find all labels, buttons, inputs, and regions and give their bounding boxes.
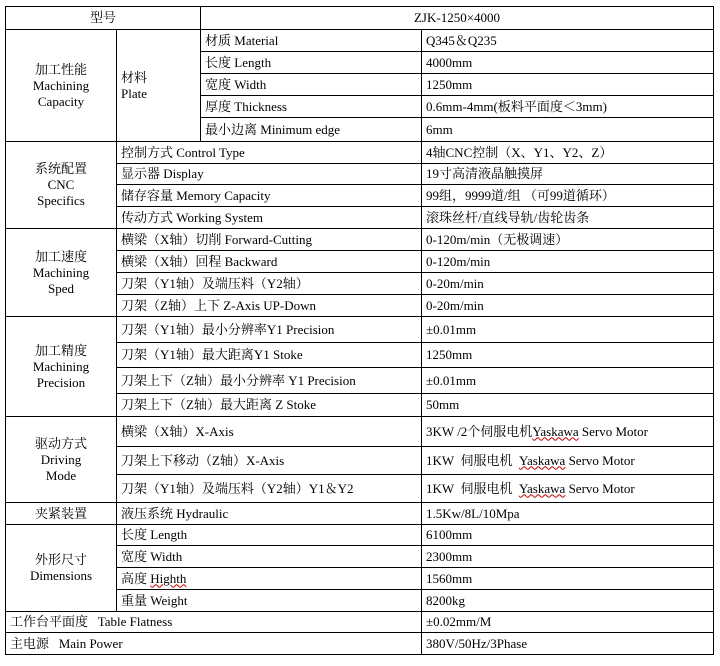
spec-row: [6, 229, 714, 251]
category-clamping: 夹紧装置: [6, 503, 117, 525]
main-power-label: 主电源 Main Power: [6, 633, 422, 655]
spec-label: 显示器 Display: [117, 164, 422, 185]
spec-label: 刀架上下（Z轴）最大距离 Z Stoke: [117, 394, 422, 417]
spec-value: 6100mm: [422, 525, 714, 546]
spec-value: 99组，9999道/组 （可99道循环）: [422, 185, 714, 207]
spec-label: 刀架上下移动（Z轴）X-Axis: [117, 447, 422, 475]
spec-label: 厚度 Thickness: [201, 96, 422, 118]
spec-value: 0-20m/min: [422, 295, 714, 317]
spec-value: 3KW /2个伺服电机Yaskawa Servo Motor: [422, 417, 714, 447]
spec-label: 刀架（Y1轴）及端压料（Y2轴）: [117, 273, 422, 295]
spec-value: 1560mm: [422, 568, 714, 590]
category-machining-precision: 加工精度 Machining Precision: [6, 317, 117, 417]
spec-value: 0-120m/min: [422, 251, 714, 273]
spec-label: 横梁（X轴）回程 Backward: [117, 251, 422, 273]
spec-value: 0.6mm-4mm(板料平面度＜3mm): [422, 96, 714, 118]
spec-value: ±0.01mm: [422, 317, 714, 343]
spec-row: [6, 142, 714, 164]
spec-value: 1KW 伺服电机 Yaskawa Servo Motor: [422, 447, 714, 475]
category-machining-speed: 加工速度 Machining Sped: [6, 229, 117, 317]
spec-label: 长度 Length: [201, 52, 422, 74]
table-flatness-label: 工作台平面度 Table Flatness: [6, 612, 422, 633]
spec-value: 0-120m/min（无极调速）: [422, 229, 714, 251]
spec-label: 宽度 Width: [117, 546, 422, 568]
spec-label: 高度 Highth: [117, 568, 422, 590]
spec-label: 液压系统 Hydraulic: [117, 503, 422, 525]
category-driving-mode: 驱动方式 Driving Mode: [6, 417, 117, 503]
spec-label: 刀架（Y1轴）最小分辨率Y1 Precision: [117, 317, 422, 343]
spec-value: 0-20m/min: [422, 273, 714, 295]
spec-row: [6, 525, 714, 546]
spec-label: 刀架上下（Z轴）最小分辨率 Y1 Precision: [117, 368, 422, 394]
spec-row: [6, 633, 714, 655]
spec-label: 刀架（Y1轴）最大距离Y1 Stoke: [117, 343, 422, 368]
spec-value: 滚珠丝杆/直线导轨/齿轮齿条: [422, 207, 714, 229]
spec-label: 储存容量 Memory Capacity: [117, 185, 422, 207]
table-flatness-value: ±0.02mm/M: [422, 612, 714, 633]
spec-label: 控制方式 Control Type: [117, 142, 422, 164]
spec-value: 8200kg: [422, 590, 714, 612]
spec-value: 50mm: [422, 394, 714, 417]
model-value: ZJK-1250×4000: [201, 7, 714, 30]
spec-label: 重量 Weight: [117, 590, 422, 612]
spec-label: 宽度 Width: [201, 74, 422, 96]
spec-sheet: [5, 6, 714, 655]
spec-value: 4000mm: [422, 52, 714, 74]
spec-label: 刀架（Z轴）上下 Z-Axis UP-Down: [117, 295, 422, 317]
spec-value: 1.5Kw/8L/10Mpa: [422, 503, 714, 525]
subcategory-plate: 材料 Plate: [117, 30, 201, 142]
spec-row: [6, 612, 714, 633]
spec-value: 1250mm: [422, 74, 714, 96]
spec-label: 材质 Material: [201, 30, 422, 52]
spec-value: 4轴CNC控制（X、Y1、Y2、Z）: [422, 142, 714, 164]
spec-row: [6, 317, 714, 343]
spec-value: ±0.01mm: [422, 368, 714, 394]
spec-table: [5, 6, 714, 655]
spec-label: 长度 Length: [117, 525, 422, 546]
spec-value: Q345＆Q235: [422, 30, 714, 52]
main-power-value: 380V/50Hz/3Phase: [422, 633, 714, 655]
spec-value: 1250mm: [422, 343, 714, 368]
spec-row: [6, 30, 714, 52]
category-cnc-specifics: 系统配置 CNC Specifics: [6, 142, 117, 229]
spec-row: [6, 417, 714, 447]
spec-value: 2300mm: [422, 546, 714, 568]
category-machining-capacity: 加工性能 Machining Capacity: [6, 30, 117, 142]
spec-label: 横梁（X轴）切削 Forward-Cutting: [117, 229, 422, 251]
spec-value: 1KW 伺服电机 Yaskawa Servo Motor: [422, 475, 714, 503]
model-row: [6, 7, 714, 30]
spec-value: 6mm: [422, 118, 714, 142]
model-label: 型号: [6, 7, 201, 30]
category-dimensions: 外形尺寸 Dimensions: [6, 525, 117, 612]
spec-label: 刀架（Y1轴）及端压料（Y2轴）Y1＆Y2: [117, 475, 422, 503]
spec-value: 19寸高清液晶触摸屏: [422, 164, 714, 185]
spec-label: 横梁（X轴）X-Axis: [117, 417, 422, 447]
spec-label: 最小边离 Minimum edge: [201, 118, 422, 142]
spec-label: 传动方式 Working System: [117, 207, 422, 229]
spec-row: [6, 503, 714, 525]
